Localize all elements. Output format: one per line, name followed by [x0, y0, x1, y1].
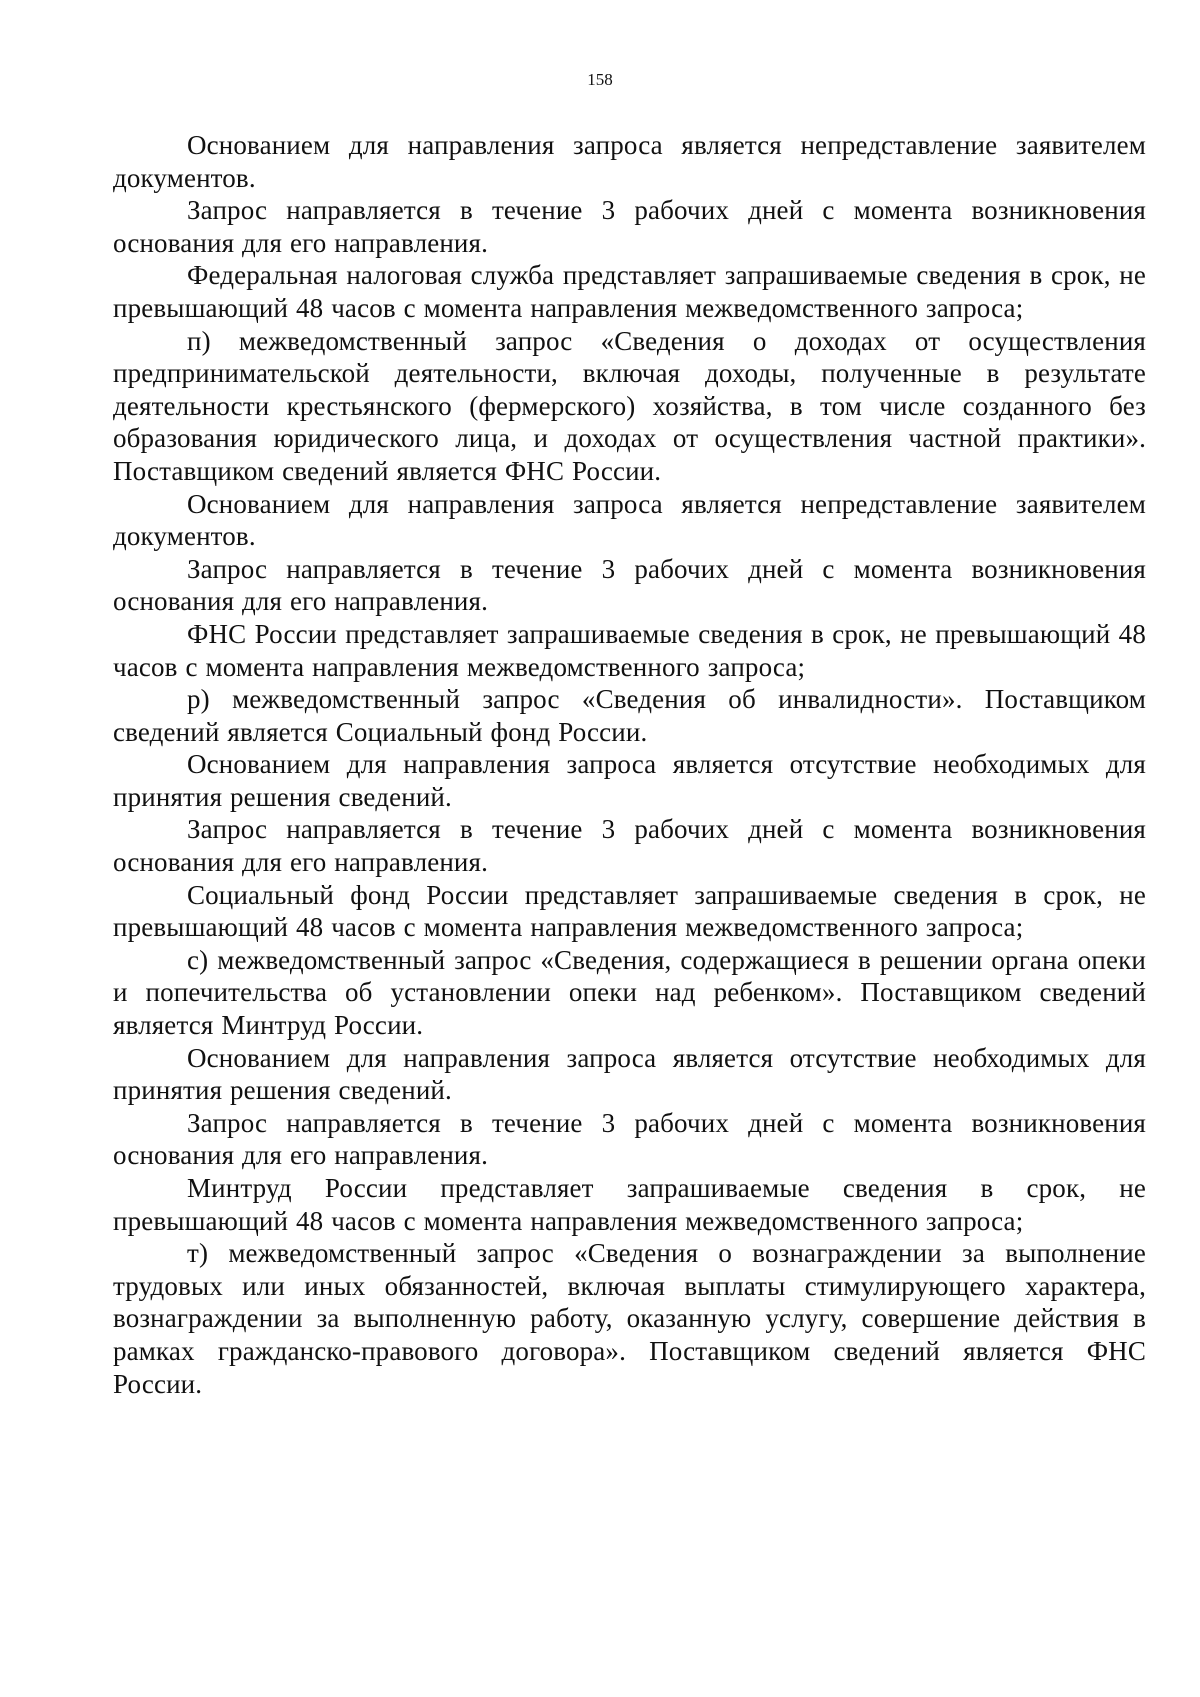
paragraph-item-p: п) межведомственный запрос «Сведения о доходах от осуществления предпринимательской деятельности, включая доходы, полученные в результате деятельности крестьянского (фермерского) хозяйства, в том числе созданного без образования юридического лица, и доходах от осуществления частной практики». Поставщиком сведений является ФНС России. [113, 325, 1146, 486]
document-body [113, 129, 1146, 1400]
paragraph-deadline-4: Запрос направляется в течение 3 рабочих дней с момента возникновения основания для его направления. [113, 1107, 1146, 1171]
paragraph-response-term-1: Федеральная налоговая служба представляет запрашиваемые сведения в срок, не превышающий 48 часов с момента направления межведомственного запроса; [113, 260, 1146, 323]
paragraph-response-term-4: Минтруд России представляет запрашиваемые сведения в срок, не превышающий 48 часов с момента направления межведомственного запроса; [113, 1173, 1146, 1236]
paragraph-basis-3: Основанием для направления запроса является отсутствие необходимых для принятия решения сведений. [113, 749, 1146, 812]
paragraph-basis-2: Основанием для направления запроса является непредставление заявителем документов. [113, 488, 1146, 552]
paragraph-basis-4: Основанием для направления запроса является отсутствие необходимых для принятия решения сведений. [113, 1042, 1146, 1106]
paragraph-deadline-2: Запрос направляется в течение 3 рабочих дней с момента возникновения основания для его направления. [113, 553, 1146, 617]
paragraph-item-r: р) межведомственный запрос «Сведения об инвалидности». Поставщиком сведений является Социальный фонд России. [113, 684, 1146, 747]
paragraph-deadline-3: Запрос направляется в течение 3 рабочих дней с момента возникновения основания для его направления. [113, 814, 1146, 878]
paragraph-item-t: т) межведомственный запрос «Сведения о вознаграждении за выполнение трудовых или иных обязанностей, включая выплаты стимулирующего характера, вознаграждении за выполненную работу, оказанную услугу, совершение действия в рамках гражданско-правового договора». Поставщиком сведений является ФНС России. [113, 1238, 1146, 1399]
paragraph-item-s: с) межведомственный запрос «Сведения, содержащиеся в решении органа опеки и попечительства об установлении опеки над ребенком». Поставщиком сведений является Минтруд России. [113, 944, 1146, 1041]
page-number: 158 [587, 70, 613, 89]
paragraph-response-term-2: ФНС России представляет запрашиваемые сведения в срок, не превышающий 48 часов с момента направления межведомственного запроса; [113, 618, 1146, 682]
paragraph-response-term-3: Социальный фонд России представляет запрашиваемые сведения в срок, не превышающий 48 часов с момента направления межведомственного запроса; [113, 879, 1146, 943]
paragraph-deadline-1: Запрос направляется в течение 3 рабочих дней с момента возникновения основания для его направления. [113, 195, 1146, 258]
paragraph-basis-1: Основанием для направления запроса является непредставление заявителем документов. [113, 130, 1146, 193]
